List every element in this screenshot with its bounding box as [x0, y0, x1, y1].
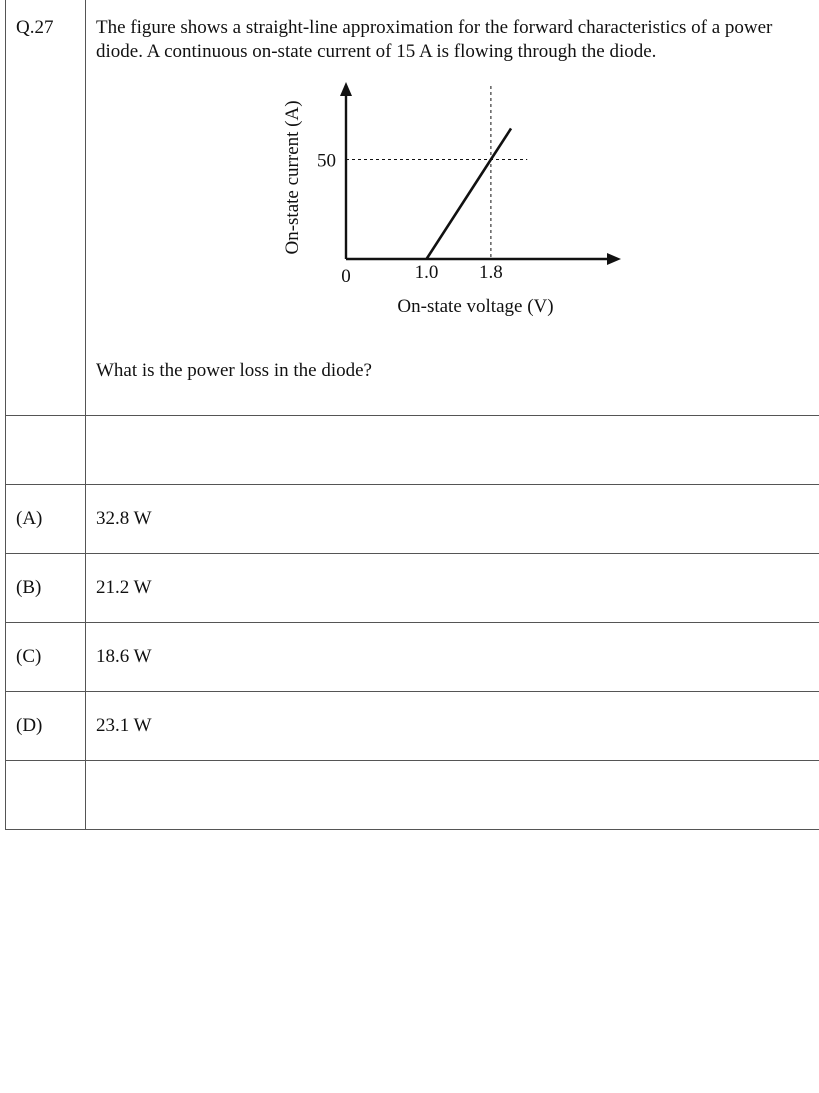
option-label: (D) — [6, 691, 86, 760]
option-row-d[interactable] — [6, 691, 819, 760]
x-tick-label: 1.8 — [479, 262, 503, 283]
option-value[interactable]: 21.2 W — [86, 553, 819, 622]
y-axis-arrow — [340, 82, 352, 96]
question-stem: The figure shows a straight-line approximation for the forward characteristics of a power diode. A continuous on-state current of 15 A is flowing through the diode. — [96, 17, 773, 62]
option-value[interactable]: 32.8 W — [86, 484, 819, 553]
option-label: (A) — [6, 484, 86, 553]
option-label: (C) — [6, 622, 86, 691]
diode-characteristic-figure — [86, 64, 819, 359]
y-tick-label: 50 — [317, 150, 336, 172]
question-prompt: What is the power loss in the diode? — [96, 360, 372, 381]
origin-label: 0 — [341, 266, 351, 287]
option-value[interactable]: 18.6 W — [86, 622, 819, 691]
option-row-c[interactable] — [6, 622, 819, 691]
question-number: Q.27 — [6, 0, 86, 415]
x-axis-title: On-state voltage (V) — [397, 296, 554, 317]
x-axis-arrow — [607, 253, 621, 265]
question-row — [6, 0, 819, 415]
blank-row — [6, 760, 819, 829]
diode-characteristic-chart — [86, 64, 819, 359]
option-row-a[interactable] — [6, 484, 819, 553]
x-tick-label: 1.0 — [414, 262, 439, 283]
option-value[interactable]: 23.1 W — [86, 691, 819, 760]
blank-row — [6, 415, 819, 484]
y-axis-title: On-state current (A) — [282, 100, 303, 255]
question-table — [5, 0, 819, 830]
option-label: (B) — [6, 553, 86, 622]
question-body — [86, 0, 819, 415]
option-row-b[interactable] — [6, 553, 819, 622]
characteristic-line — [427, 128, 512, 259]
